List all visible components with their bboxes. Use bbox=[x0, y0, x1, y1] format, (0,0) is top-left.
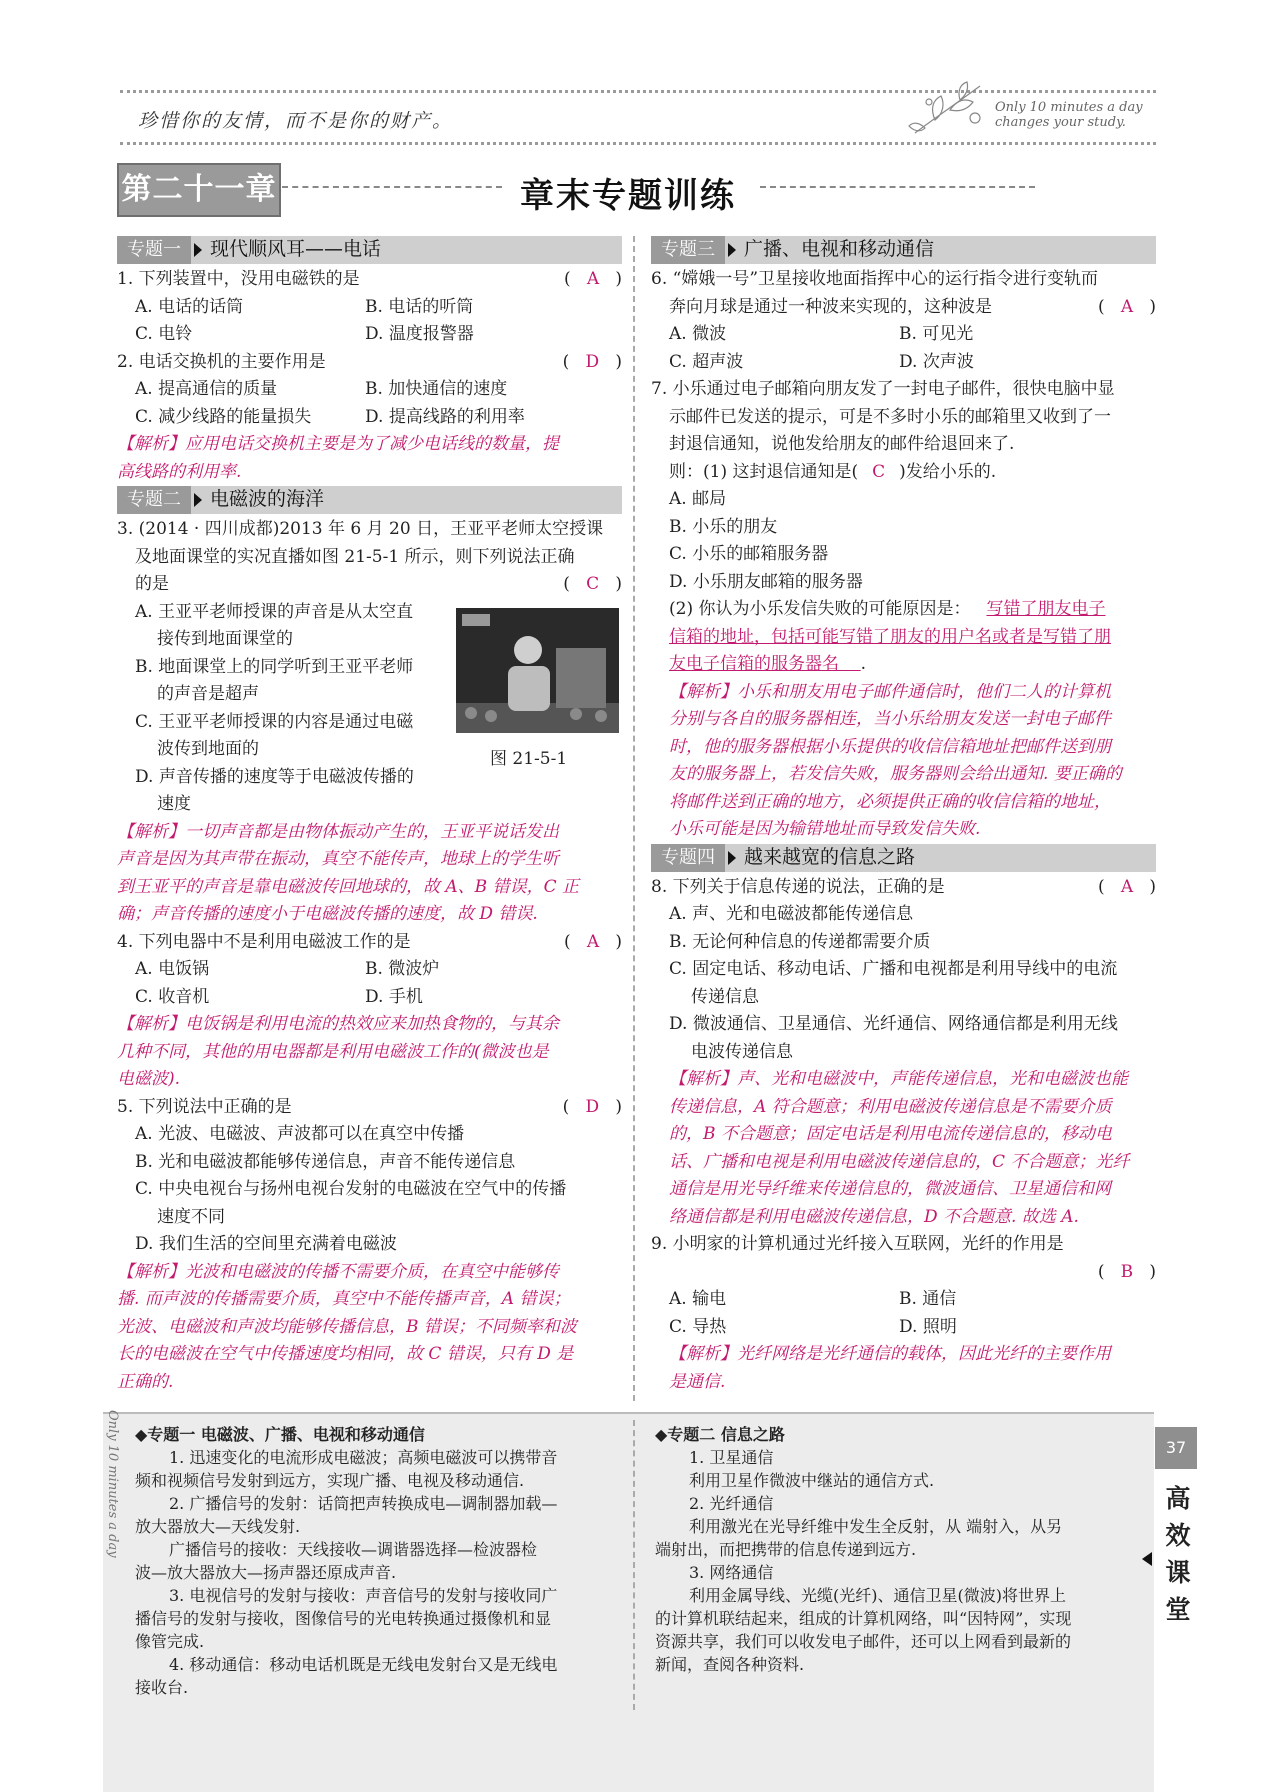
summary-line: 利用激光在光导纤维中发生全反射，从 端射入，从另 bbox=[689, 1517, 1063, 1536]
question-4: 4. 下列电器中不是利用电磁波工作的是 ( A ) bbox=[117, 929, 622, 957]
option: C. 中央电视台与扬州电视台发射的电磁波在空气中的传播 bbox=[135, 1179, 567, 1199]
answer: 信箱的地址，包括可能写错了朋友的用户名或者是写错了朋 bbox=[669, 626, 1111, 647]
options bbox=[117, 956, 622, 984]
option: B. 加快通信的速度 bbox=[365, 379, 508, 399]
explanation: 声音是因为其声带在振动，真空不能传声，地球上的学生听 bbox=[117, 849, 559, 869]
option: B. 地面课堂上的同学听到王亚平老师 bbox=[135, 656, 414, 677]
topic-title: 电磁波的海洋 bbox=[210, 488, 325, 511]
option: C. 小乐的邮箱服务器 bbox=[669, 544, 829, 564]
title-rule-right bbox=[760, 186, 1035, 188]
answer: C bbox=[586, 574, 600, 594]
answer: B bbox=[1120, 1261, 1134, 1282]
option: D. 照明 bbox=[899, 1316, 957, 1337]
question-7: 7. 小乐通过电子邮箱向朋友发了一封电子邮件，很快电脑中显 bbox=[651, 379, 1115, 399]
option-cont: 传递信息 bbox=[691, 986, 759, 1007]
question-text: 8. 下列关于信息传递的说法，正确的是 bbox=[651, 876, 945, 897]
column-divider bbox=[633, 236, 635, 1401]
summary-line: 频和视频信号发射到远方，实现广播、电视及移动通信. bbox=[135, 1471, 525, 1490]
arrow-right-icon bbox=[194, 493, 202, 507]
explanation: 传递信息，A 符合题意；利用电磁波传递信息是不需要介质 bbox=[669, 1096, 1112, 1117]
options bbox=[651, 321, 1156, 349]
option-cont: 接传到地面课堂的 bbox=[157, 629, 293, 649]
topic-tag: 专题三 bbox=[651, 236, 725, 264]
answer: A bbox=[586, 931, 600, 952]
title-rule-left bbox=[282, 186, 502, 188]
summary-line: 接收台. bbox=[135, 1678, 189, 1697]
option: C. 王亚平老师授课的内容是通过电磁 bbox=[135, 711, 414, 732]
explanation: 几种不同，其他的用电器都是利用电磁波工作的(微波也是 bbox=[117, 1041, 549, 1062]
question-text: (2) 你认为小乐发信失败的可能原因是： bbox=[669, 599, 971, 619]
option: D. 小乐朋友邮箱的服务器 bbox=[669, 571, 863, 592]
option: D. 我们生活的空间里充满着电磁波 bbox=[135, 1234, 397, 1254]
explanation: 电磁波). bbox=[117, 1069, 181, 1089]
option: B. 电话的听筒 bbox=[365, 296, 474, 317]
options bbox=[117, 294, 622, 322]
explanation: 时，他的服务器根据小乐提供的收信信箱地址把邮件送到朋 bbox=[669, 736, 1111, 757]
answer-cont: 友电子信箱的服务器名 . bbox=[669, 654, 867, 674]
explanation: 【解析】光波和电磁波的传播不需要介质，在真空中能够传 bbox=[117, 1261, 559, 1282]
option: A. 声、光和电磁波都能传递信息 bbox=[669, 904, 914, 924]
summary-line: 端射出，而把携带的信息传递到远方. bbox=[655, 1540, 917, 1559]
option: D. 次声波 bbox=[899, 351, 974, 372]
summary-line: 4. 移动通信：移动电话机既是无线电发射台又是无线电 bbox=[169, 1655, 558, 1674]
topic-band-3 bbox=[651, 236, 1156, 264]
arrow-right-icon bbox=[728, 243, 736, 257]
summary-line: 广播信号的接收：天线接收—调谐器选择—检波器检 bbox=[169, 1540, 538, 1559]
summary-title: ◆专题二 信息之路 bbox=[655, 1425, 785, 1444]
answer: A bbox=[1120, 296, 1134, 317]
explanation: 的，B 不合题意；固定电话是利用电流传递信息的，移动电 bbox=[669, 1124, 1112, 1144]
option: B. 通信 bbox=[899, 1289, 957, 1309]
option: D. 温度报警器 bbox=[365, 324, 474, 344]
summary-line: 2. 广播信号的发射：话筒把声转换成电—调制器加载— bbox=[169, 1494, 558, 1513]
question-text: 及地面课堂的实况直播如图 21-5-1 所示，则下列说法正确 bbox=[135, 546, 575, 567]
side-tagline: Only 10 minutes a day bbox=[105, 1410, 120, 1558]
explanation: 正确的. bbox=[117, 1371, 174, 1392]
tagline-line1: Only 10 minutes a day bbox=[995, 100, 1143, 115]
answer-cont bbox=[651, 624, 1156, 652]
option: A. 电话的话筒 bbox=[135, 296, 244, 317]
option-cont: 电波传递信息 bbox=[691, 1041, 793, 1062]
header-dots-bottom bbox=[120, 142, 1156, 145]
question-text: )发给小乐的. bbox=[899, 461, 997, 482]
topic-band-1 bbox=[117, 236, 622, 264]
page-title: 章末专题训练 bbox=[520, 176, 736, 216]
tagline-line2: changes your study. bbox=[995, 115, 1126, 130]
question-text: 5. 下列说法中正确的是 bbox=[117, 1096, 292, 1117]
summary-line: 1. 迅速变化的电流形成电磁波；高频电磁波可以携带音 bbox=[169, 1448, 558, 1467]
arrow-left-icon bbox=[1142, 1552, 1152, 1566]
explanation: 高线路的利用率. bbox=[117, 461, 242, 482]
summary-line: 的计算机联结起来，组成的计算机网络，叫“因特网”，实现 bbox=[655, 1609, 1072, 1628]
summary-title: ◆专题一 电磁波、广播、电视和移动通信 bbox=[135, 1425, 425, 1444]
summary-left bbox=[135, 1423, 625, 1699]
option: A. 提高通信的质量 bbox=[135, 379, 278, 399]
question-part-1 bbox=[651, 459, 1156, 487]
question-text: 示邮件已发送的提示，可是不多时小乐的邮箱里又收到了一 bbox=[669, 406, 1111, 427]
option: A. 邮局 bbox=[669, 489, 727, 509]
left-column bbox=[117, 236, 622, 1396]
explanation: 将邮件送到正确的地方，必须提供正确的收信信箱的地址， bbox=[669, 791, 1111, 812]
option: B. 小乐的朋友 bbox=[669, 516, 778, 537]
explanation: 【解析】声、光和电磁波中，声能传递信息，光和电磁波也能 bbox=[669, 1069, 1128, 1089]
explanation: 话、广播和电视是利用电磁波传递信息的，C 不合题意；光纤 bbox=[669, 1151, 1130, 1172]
option: C. 固定电话、移动电话、广播和电视都是利用导线中的电流 bbox=[669, 959, 1118, 979]
arrow-right-icon bbox=[728, 851, 736, 865]
option: C. 导热 bbox=[669, 1316, 727, 1337]
explanation: 小乐可能是因为输错地址而导致发信失败. bbox=[669, 819, 981, 839]
options bbox=[651, 1286, 1156, 1314]
explanation: 是通信. bbox=[669, 1371, 726, 1392]
summary-divider bbox=[633, 1420, 635, 1710]
tagline bbox=[995, 100, 1145, 130]
flower-icon bbox=[905, 78, 990, 140]
summary-line: 放大器放大—天线发射. bbox=[135, 1517, 301, 1536]
question-text: 的是 ( C ) bbox=[117, 571, 622, 599]
option: D. 微波通信、卫星通信、光纤通信、网络通信都是利用无线 bbox=[669, 1014, 1118, 1034]
topic-title: 越来越宽的信息之路 bbox=[744, 845, 916, 868]
explanation: 长的电磁波在空气中传播速度均相同，故 C 错误，只有 D 是 bbox=[117, 1344, 574, 1364]
question-8: 8. 下列关于信息传递的说法，正确的是 ( A ) bbox=[651, 874, 1156, 902]
explanation: 【解析】电饭锅是利用电流的热效应来加热食物的，与其余 bbox=[117, 1014, 559, 1034]
options bbox=[117, 984, 622, 1012]
question-part-2 bbox=[651, 596, 1156, 624]
option: A. 电饭锅 bbox=[135, 959, 210, 979]
option: B. 无论何种信息的传递都需要介质 bbox=[669, 931, 931, 952]
summary-line: 播信号的发射与接收，图像信号的光电转换通过摄像机和显 bbox=[135, 1609, 552, 1628]
summary-line: 新闻，查阅各种资料. bbox=[655, 1655, 805, 1674]
options bbox=[117, 321, 622, 349]
summary-line: 3. 网络通信 bbox=[689, 1563, 774, 1582]
options bbox=[117, 404, 622, 432]
question-3: 3. (2014 · 四川成都)2013 年 6 月 20 日，王亚平老师太空授课 bbox=[117, 519, 604, 539]
option: A. 光波、电磁波、声波都可以在真空中传播 bbox=[135, 1124, 465, 1144]
option-cont: 速度不同 bbox=[157, 1206, 225, 1227]
options bbox=[651, 349, 1156, 377]
option: D. 手机 bbox=[365, 986, 423, 1007]
question-text: 2. 电话交换机的主要作用是 bbox=[117, 351, 326, 372]
option: C. 电铃 bbox=[135, 324, 193, 344]
summary-line: 3. 电视信号的发射与接收：声音信号的发射与接收同广 bbox=[169, 1586, 558, 1605]
question-text: 封退信通知，说他发给朋友的邮件给退回来了. bbox=[669, 434, 1015, 454]
answer: A bbox=[586, 269, 600, 289]
summary-line: 利用金属导线、光缆(光纤)、通信卫星(微波)将世界上 bbox=[689, 1586, 1066, 1605]
options bbox=[651, 1314, 1156, 1342]
answer: D bbox=[585, 1096, 600, 1117]
topic-band-4 bbox=[651, 844, 1156, 872]
explanation: 播. 而声波的传播需要介质，真空中不能传播声音，A 错误； bbox=[117, 1289, 571, 1309]
summary-line: 资源共享，我们可以收发电子邮件，还可以上网看到最新的 bbox=[655, 1632, 1072, 1651]
summary-line: 利用卫星作微波中继站的通信方式. bbox=[689, 1471, 935, 1490]
question-6: 6. “嫦娥一号”卫星接收地面指挥中心的运行指令进行变轨而 bbox=[651, 269, 1099, 289]
topic-band-2 bbox=[117, 486, 622, 514]
brand-label: 高效课堂 bbox=[1165, 1484, 1191, 1624]
question-text: 奔向月球是通过一种波来实现的，这种波是 bbox=[669, 296, 992, 317]
option-cont: 的声音是超声 bbox=[157, 684, 259, 704]
summary-line: 2. 光纤通信 bbox=[689, 1494, 774, 1513]
option: B. 微波炉 bbox=[365, 959, 440, 979]
question-text: 则：(1) 这封退信通知是( bbox=[669, 461, 859, 482]
question-text: 奔向月球是通过一种波来实现的，这种波是 ( A ) bbox=[651, 294, 1156, 322]
summary-line: 波—放大器放大—扬声器还原成声音. bbox=[135, 1563, 397, 1582]
topic-title: 现代顺风耳——电话 bbox=[210, 238, 382, 261]
question-text: 1. 下列装置中，没用电磁铁的是 bbox=[117, 269, 360, 289]
explanation: 友的服务器上，若发信失败，服务器则会给出通知. 要正确的 bbox=[669, 764, 1122, 784]
explanation: 光波、电磁波和声波均能够传播信息，B 错误；不同频率和波 bbox=[117, 1316, 577, 1337]
figure-caption: 图 21-5-1 bbox=[490, 749, 568, 769]
page-number: 37 bbox=[1155, 1427, 1197, 1469]
explanation: 确；声音传播的速度小于电磁波传播的速度，故 D 错误. bbox=[117, 904, 538, 924]
topic-tag: 专题二 bbox=[117, 486, 191, 514]
explanation: 【解析】应用电话交换机主要是为了减少电话线的数量，提 bbox=[117, 434, 559, 454]
explanation: 通信是用光导纤维来传递信息的，微波通信、卫星通信和网 bbox=[669, 1179, 1111, 1199]
question-text: 的是 bbox=[135, 574, 169, 594]
answer: D bbox=[585, 351, 600, 372]
options bbox=[117, 376, 622, 404]
topic-tag: 专题四 bbox=[651, 844, 725, 872]
topic-tag: 专题一 bbox=[117, 236, 191, 264]
option: C. 收音机 bbox=[135, 986, 210, 1007]
option: A. 输电 bbox=[669, 1289, 727, 1309]
explanation: 【解析】一切声音都是由物体振动产生的，王亚平说话发出 bbox=[117, 821, 559, 842]
motto: 珍惜你的友情，而不是你的财产。 bbox=[138, 110, 454, 132]
option: A. 微波 bbox=[669, 324, 727, 344]
header-dots-top bbox=[120, 90, 1156, 93]
chapter-badge: 第二十一章 bbox=[117, 163, 281, 217]
summary-line: 1. 卫星通信 bbox=[689, 1448, 774, 1467]
option-cont: 波传到地面的 bbox=[157, 739, 259, 759]
explanation: 分别与各自的服务器相连，当小乐给朋友发送一封电子邮件 bbox=[669, 709, 1111, 729]
question-5: 5. 下列说法中正确的是 ( D ) bbox=[117, 1094, 622, 1122]
option: C. 超声波 bbox=[669, 351, 744, 372]
question-2: 2. 电话交换机的主要作用是 ( D ) bbox=[117, 349, 622, 377]
option: D. 声音传播的速度等于电磁波传播的 bbox=[135, 766, 414, 787]
summary-right bbox=[655, 1423, 1145, 1676]
question-text: 4. 下列电器中不是利用电磁波工作的是 bbox=[117, 931, 411, 952]
topic-title: 广播、电视和移动通信 bbox=[744, 238, 935, 261]
explanation: 到王亚平的声音是靠电磁波传回地球的，故 A、B 错误，C 正 bbox=[117, 876, 579, 897]
answer: 写错了朋友电子 bbox=[986, 599, 1106, 619]
option: B. 光和电磁波都能够传递信息，声音不能传递信息 bbox=[135, 1151, 516, 1172]
answer: 友电子信箱的服务器名 bbox=[669, 654, 839, 674]
answer: A bbox=[1120, 876, 1134, 897]
summary-line: 像管完成. bbox=[135, 1632, 205, 1651]
classroom-photo bbox=[456, 608, 619, 733]
arrow-right-icon bbox=[194, 243, 202, 257]
explanation: 络通信都是利用电磁波传递信息，D 不合题意. 故选 A. bbox=[669, 1206, 1079, 1227]
option: B. 可见光 bbox=[899, 324, 974, 344]
explanation: 【解析】小乐和朋友用电子邮件通信时，他们二人的计算机 bbox=[669, 681, 1111, 702]
question-9: 9. 小明家的计算机通过光纤接入互联网，光纤的作用是 bbox=[651, 1234, 1064, 1254]
option: A. 王亚平老师授课的声音是从太空直 bbox=[135, 601, 414, 622]
option: C. 减少线路的能量损失 bbox=[135, 406, 312, 427]
explanation: 【解析】光纤网络是光纤通信的载体，因此光纤的主要作用 bbox=[669, 1344, 1111, 1364]
answer-row: ( B ) bbox=[1097, 1261, 1156, 1282]
right-column bbox=[651, 236, 1156, 1396]
option-cont: 速度 bbox=[157, 794, 191, 814]
question-1: 1. 下列装置中，没用电磁铁的是 ( A ) bbox=[117, 266, 622, 294]
answer: C bbox=[872, 461, 886, 482]
option: D. 提高线路的利用率 bbox=[365, 406, 525, 427]
